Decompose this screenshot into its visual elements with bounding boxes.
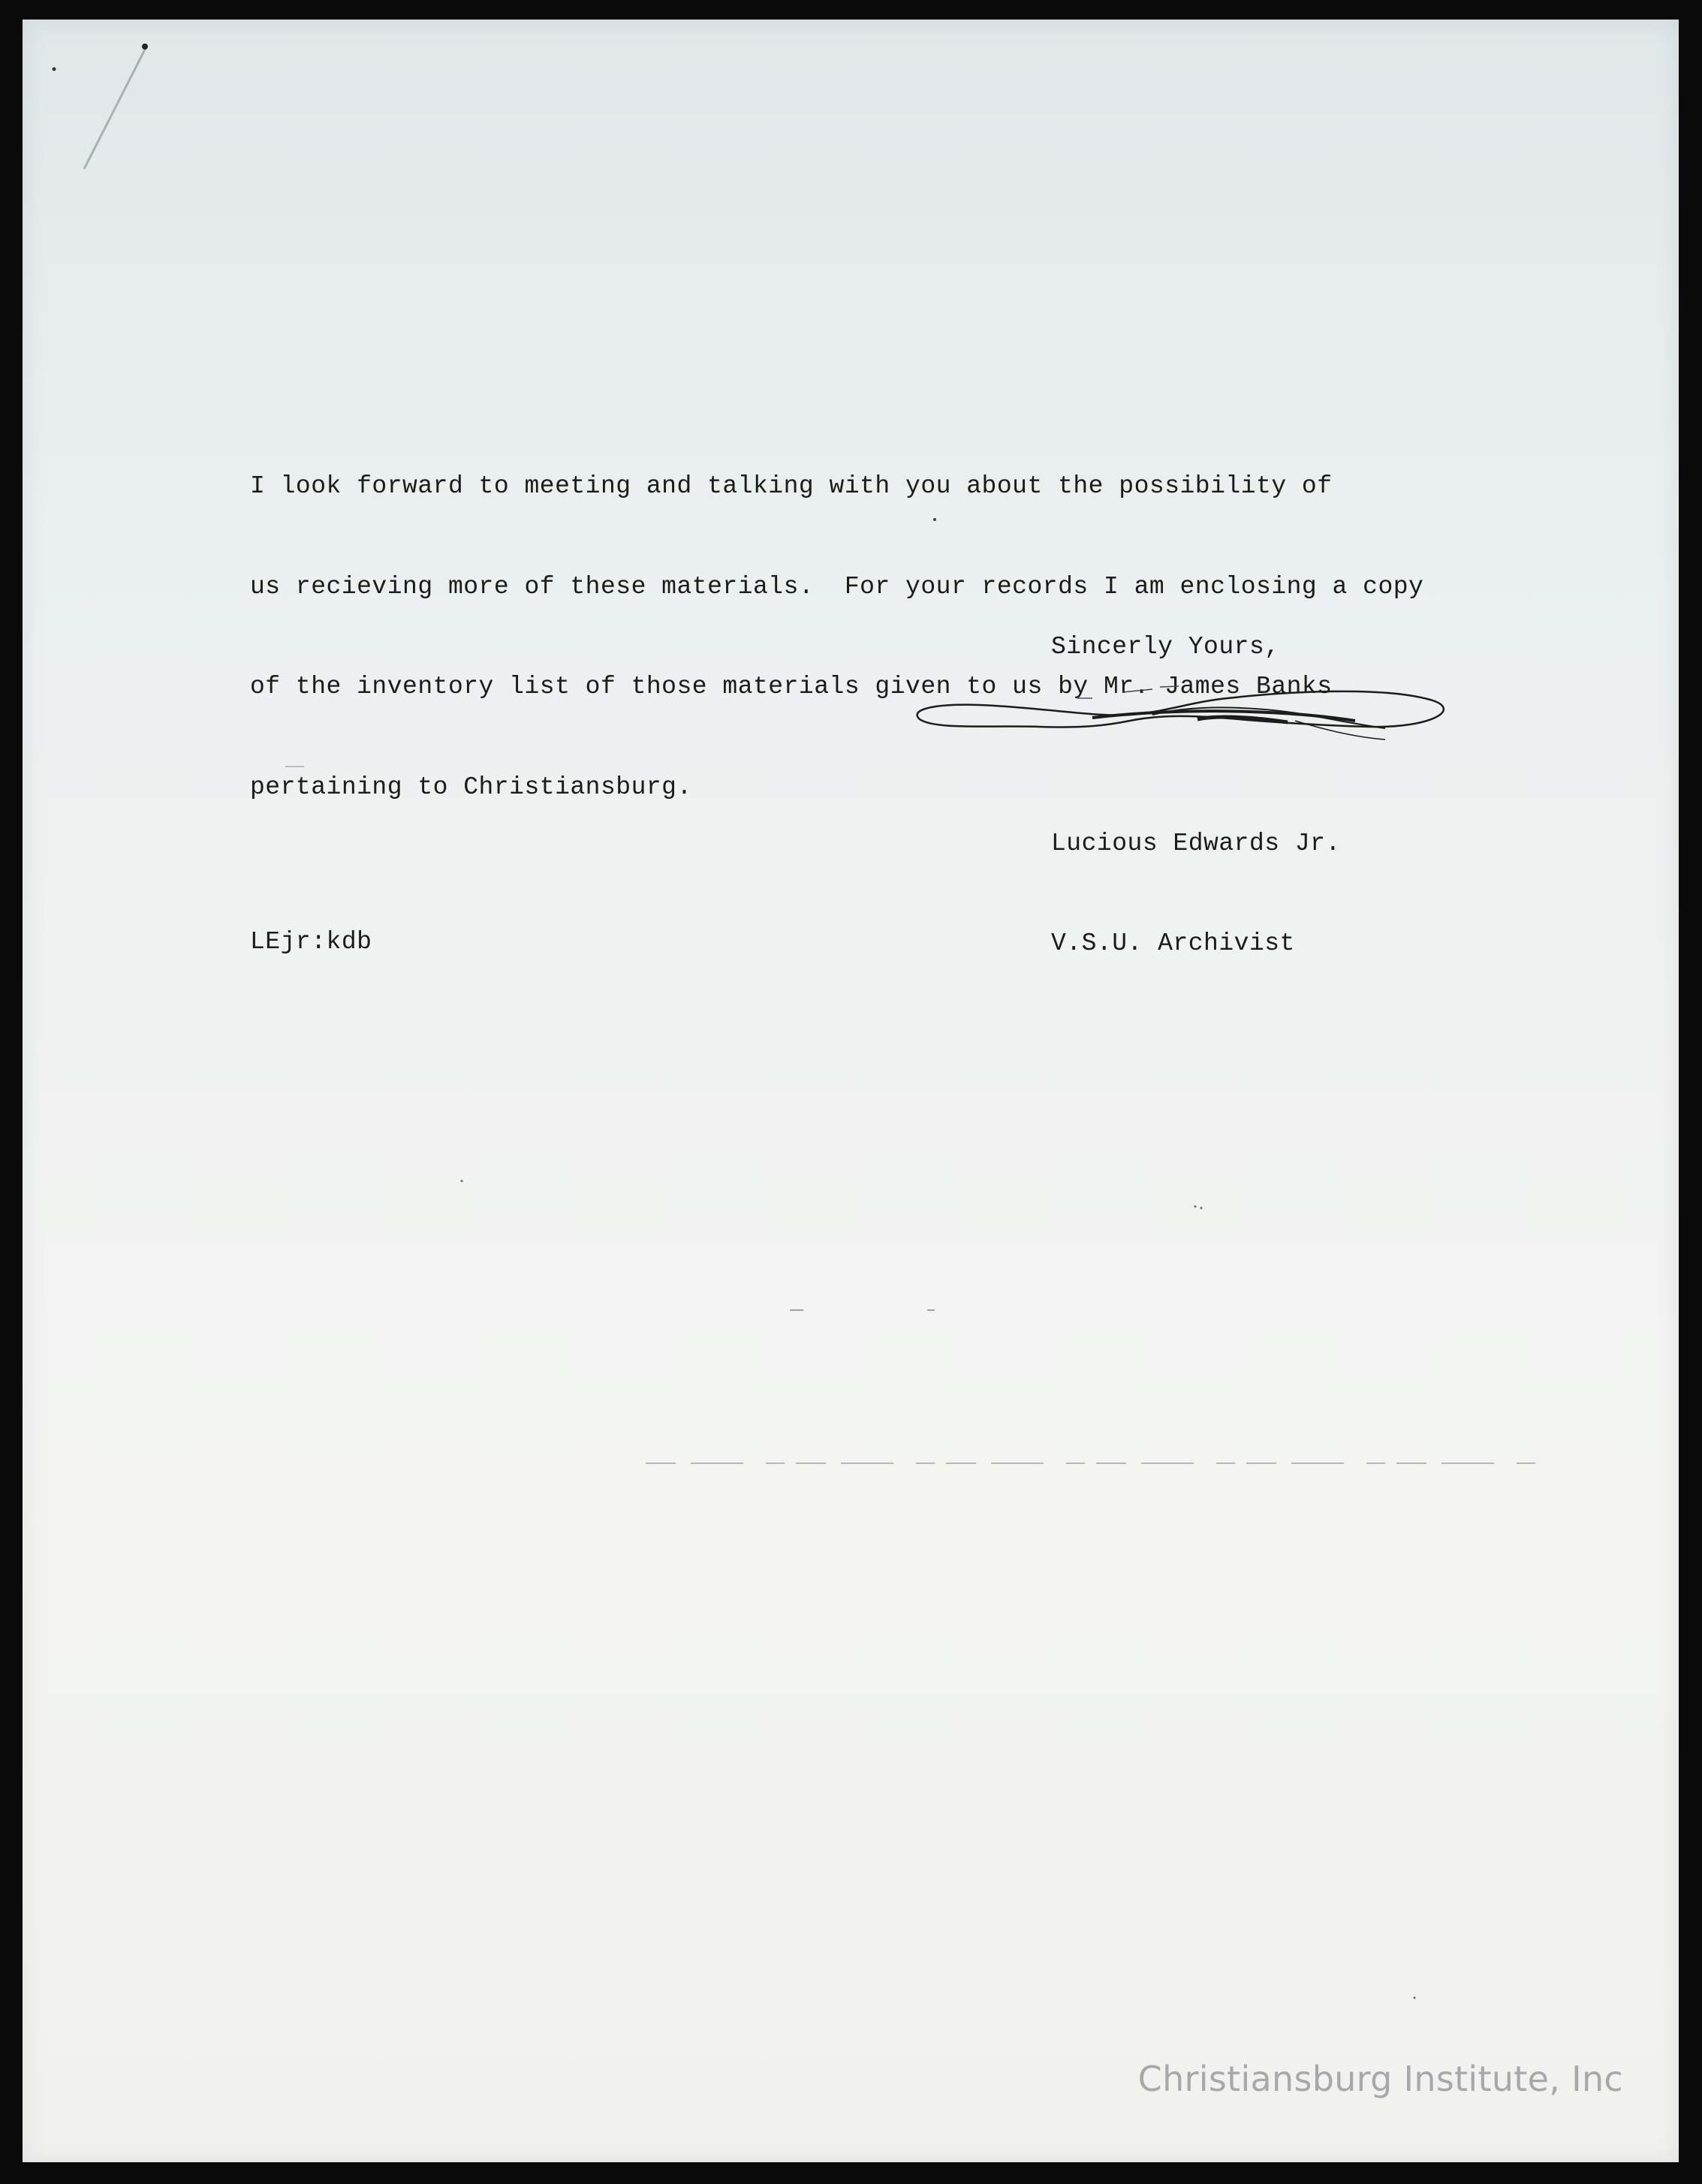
complimentary-close: Sincerly Yours, xyxy=(1051,633,1280,661)
body-line: us recieving more of these materials. For your records I am enclosing a copy xyxy=(250,572,1424,601)
signature-block xyxy=(1051,761,1341,1027)
watermark-text: Christiansburg Institute, Inc xyxy=(1137,2059,1623,2099)
signer-title: V.S.U. Archivist xyxy=(1051,929,1295,957)
handwritten-signature xyxy=(905,668,1464,751)
signer-name: Lucious Edwards Jr. xyxy=(1051,830,1341,857)
body-line: of the inventory list of those materials given to us by Mr. James Banks xyxy=(250,673,1333,700)
reference-initials: LEjr:kdb xyxy=(250,928,372,956)
body-line: I look forward to meeting and talking with you about the possibility of xyxy=(250,472,1333,500)
body-line: pertaining to Christiansburg. xyxy=(250,773,692,801)
letter-page xyxy=(23,20,1679,2162)
